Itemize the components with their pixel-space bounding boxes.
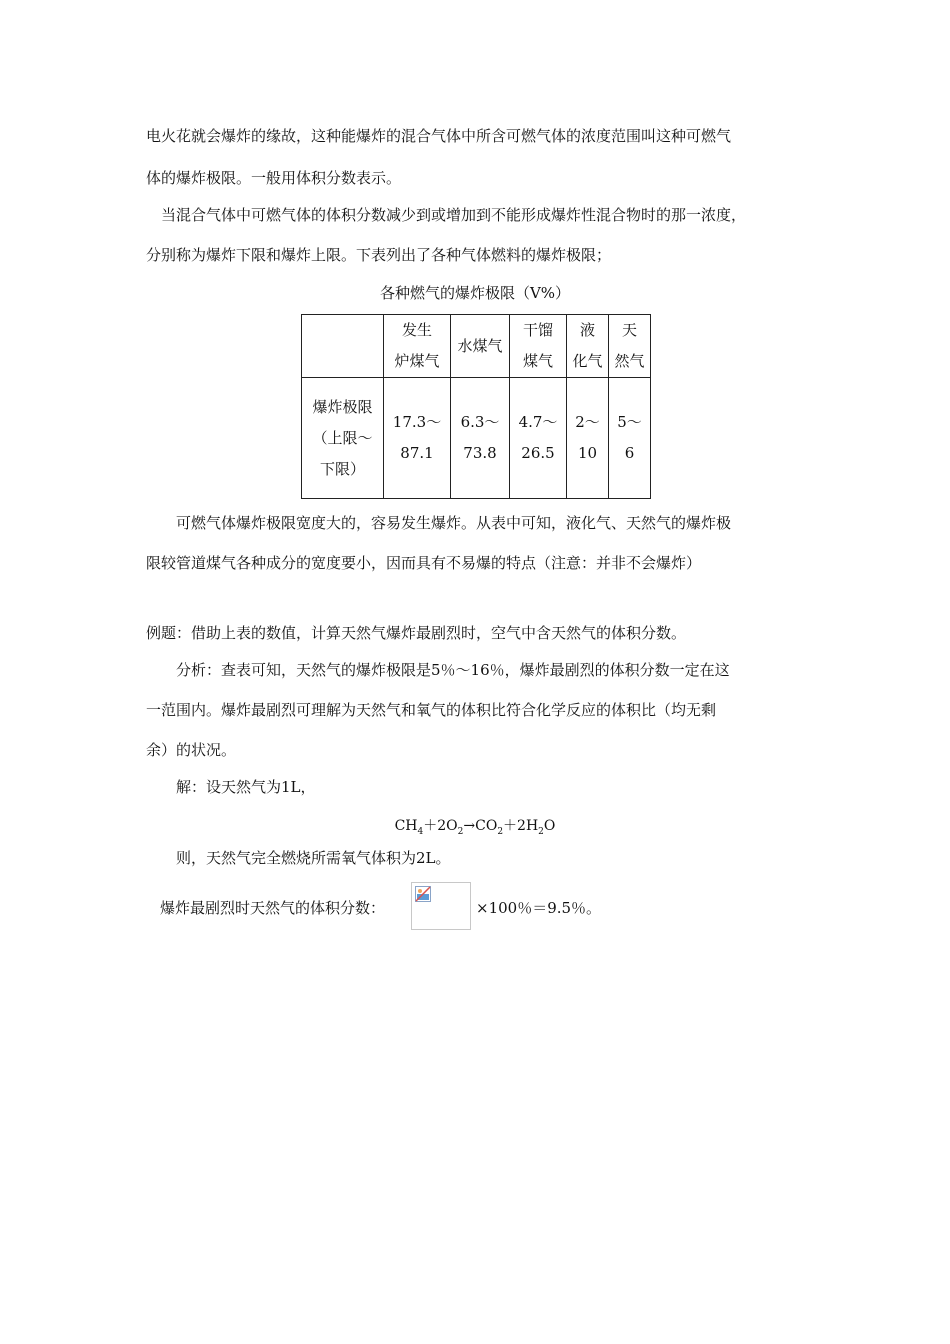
explosion-limit-table: [301, 314, 651, 499]
solution-line: 解：设天然气为1L，: [176, 778, 316, 796]
paragraph-line: 电火花就会爆炸的缘故，这种能爆炸的混合气体中所含可燃气体的浓度范围叫这种可燃气: [146, 127, 732, 145]
table-cell: 5～6: [609, 378, 651, 499]
example-question: 例题：借助上表的数值，计算天然气爆炸最剧烈时，空气中含天然气的体积分数。: [146, 624, 687, 642]
analysis-line: 分析：查表可知，天然气的爆炸极限是5％～16％，爆炸最剧烈的体积分数一定在这: [176, 661, 730, 679]
table-cell: 17.3～ 87.1: [384, 378, 451, 499]
chemical-equation: $CH_4+2O_2\to CO_2+2H_2O$: [394, 818, 556, 837]
table-header-row: [302, 315, 651, 378]
analysis-line: 一范围内。爆炸最剧烈可理解为天然气和氧气的体积比符合化学反应的体积比（均无剩: [146, 701, 717, 719]
table-row: [302, 378, 651, 499]
header-cell: 发生 炉煤气: [384, 315, 451, 378]
broken-image-icon: [411, 882, 471, 930]
paragraph-line: 可燃气体爆炸极限宽度大的，容易发生爆炸。从表中可知，液化气、天然气的爆炸极: [176, 514, 732, 532]
paragraph-line: 当混合气体中可燃气体的体积分数减少到或增加到不能形成爆炸性混合物时的那一浓度，: [161, 206, 747, 224]
header-cell: 干馏 煤气: [510, 315, 567, 378]
table-cell: 4.7～ 26.5: [510, 378, 567, 499]
table-cell: 6.3～ 73.8: [451, 378, 510, 499]
header-cell: 水煤气: [451, 315, 510, 378]
header-cell: 天 然气: [609, 315, 651, 378]
paragraph-line: 体的爆炸极限。一般用体积分数表示。: [146, 169, 402, 187]
paragraph-line: 分别称为爆炸下限和爆炸上限。下表列出了各种气体燃料的爆炸极限；: [146, 246, 612, 264]
header-cell: 液 化气: [567, 315, 609, 378]
table-caption: 各种燃气的爆炸极限（V%）: [379, 284, 571, 302]
then-line: 则，天然气完全燃烧所需氧气体积为2L。: [176, 849, 451, 867]
result-suffix: ×100％＝9.5％。: [476, 899, 602, 917]
paragraph-line: 限较管道煤气各种成分的宽度要小，因而具有不易爆的特点（注意：并非不会爆炸）: [146, 554, 702, 572]
empty-corner-cell: [302, 315, 384, 378]
row-label-cell: 爆炸极限 （上限～ 下限）: [302, 378, 384, 499]
analysis-line: 余）的状况。: [146, 741, 237, 759]
table-cell: 2～ 10: [567, 378, 609, 499]
result-prefix: 爆炸最剧烈时天然气的体积分数：: [160, 899, 386, 917]
